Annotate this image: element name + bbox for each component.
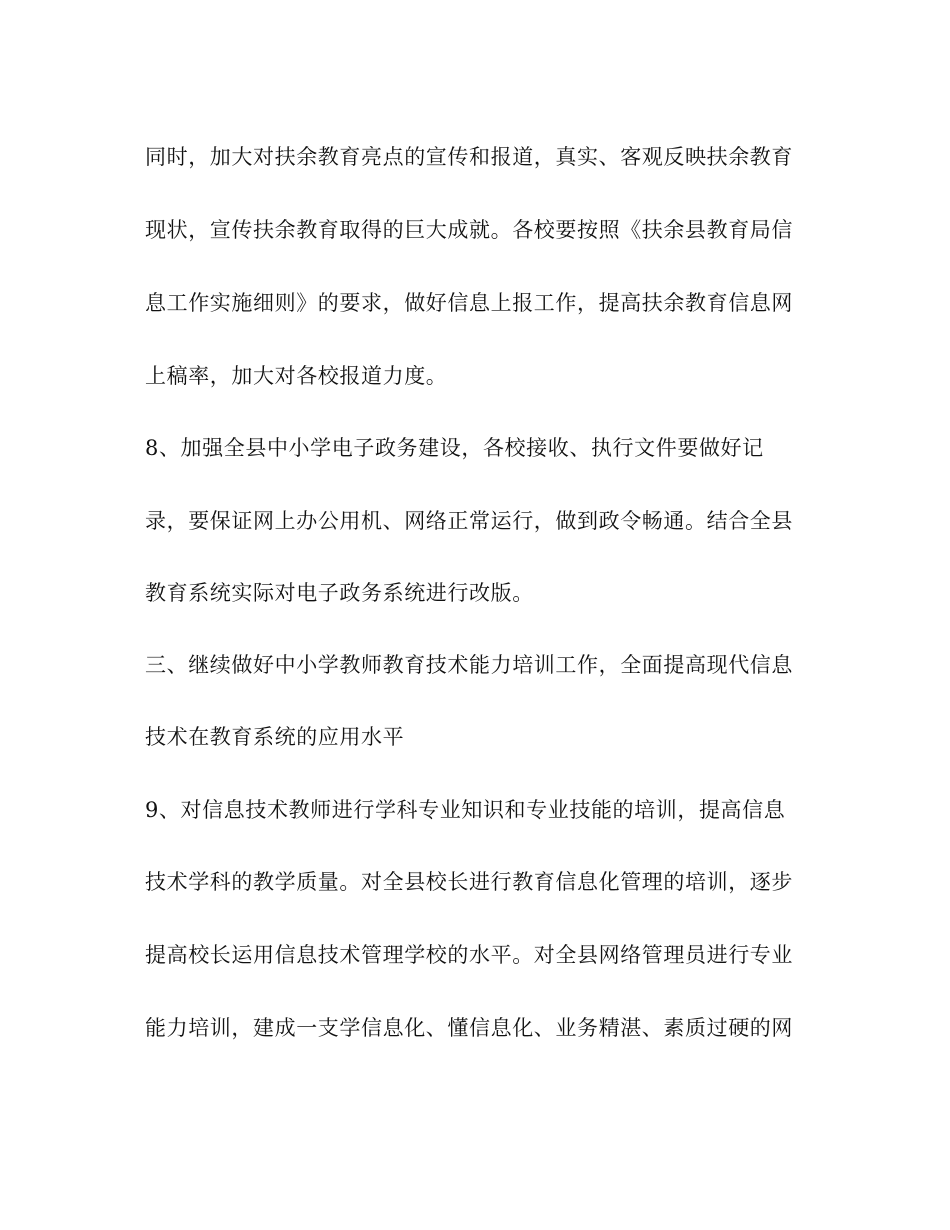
paragraph-line: 息工作实施细则》的要求，做好信息上报工作，提高扶余教育信息网 (145, 291, 793, 315)
paragraph-line: 上稿率，加大对各校报道力度。 (145, 364, 448, 388)
section-heading-line: 三、继续做好中小学教师教育技术能力培训工作，全面提高现代信息 (145, 653, 793, 677)
item-8-line: 8、加强全县中小学电子政务建设，各校接收、执行文件要做好记 (145, 436, 764, 460)
section-heading-line: 技术在教育系统的应用水平 (145, 725, 405, 749)
paragraph-line: 现状，宣传扶余教育取得的巨大成就。各校要按照《扶余县教育局信 (145, 218, 793, 242)
paragraph-line: 录，要保证网上办公用机、网络正常运行，做到政令畅通。结合全县 (145, 509, 793, 533)
paragraph-line: 教育系统实际对电子政务系统进行改版。 (145, 581, 534, 605)
item-9-line: 9、对信息技术教师进行学科专业知识和专业技能的培训，提高信息 (145, 798, 786, 822)
paragraph-line: 技术学科的教学质量。对全县校长进行教育信息化管理的培训，逐步 (145, 870, 793, 894)
paragraph-line: 同时，加大对扶余教育亮点的宣传和报道，真实、客观反映扶余教育 (145, 145, 793, 169)
paragraph-line: 提高校长运用信息技术管理学校的水平。对全县网络管理员进行专业 (145, 943, 793, 967)
paragraph-line: 能力培训，建成一支学信息化、懂信息化、业务精湛、素质过硬的网 (145, 1016, 793, 1040)
